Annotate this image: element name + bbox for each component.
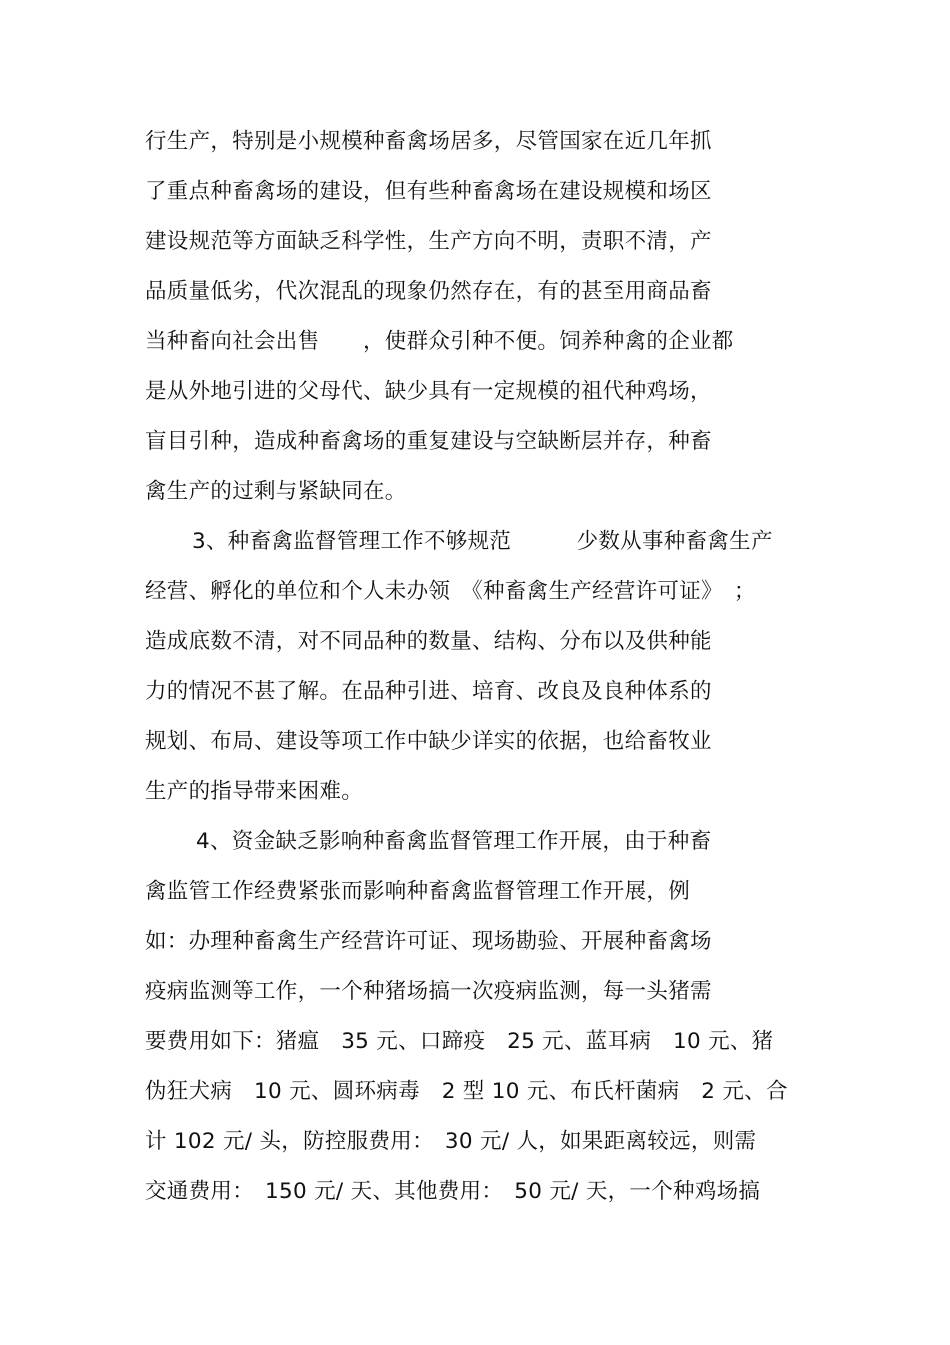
text-line: 盲目引种，造成种畜禽场的重复建设与空缺断层并存，种畜 <box>145 429 712 454</box>
text-line: 品质量低劣，代次混乱的现象仍然存在，有的甚至用商品畜 <box>145 279 712 304</box>
text-line: 交通费用： 150 元/ 天、其他费用： 50 元/ 天，一个种鸡场搞 <box>145 1179 761 1204</box>
text-line: 行生产，特别是小规模种畜禽场居多，尽管国家在近几年抓 <box>145 129 712 154</box>
text-line: 禽监管工作经费紧张而影响种畜禽监督管理工作开展，例 <box>145 879 691 904</box>
text-line: 疫病监测等工作，一个种猪场搞一次疫病监测，每一头猪需 <box>145 979 712 1004</box>
text-line: 了重点种畜禽场的建设，但有些种畜禽场在建设规模和场区 <box>145 179 712 204</box>
text-line: 造成底数不清，对不同品种的数量、结构、分布以及供种能 <box>145 629 712 654</box>
text-line: 建设规范等方面缺乏科学性，生产方向不明，责职不清，产 <box>145 229 712 254</box>
text-line: 当种畜向社会出售 ，使群众引种不便。饲养种禽的企业都 <box>145 329 734 354</box>
text-line: 是从外地引进的父母代、缺少具有一定规模的祖代种鸡场， <box>145 379 712 404</box>
text-line: 力的情况不甚了解。在品种引进、培育、改良及良种体系的 <box>145 679 712 704</box>
paragraph-heading: 3、种畜禽监督管理工作不够规范 少数从事种畜禽生产 <box>192 529 773 554</box>
text-line: 生产的指导带来困难。 <box>145 779 364 804</box>
text-line: 如：办理种畜禽生产经营许可证、现场勘验、开展种畜禽场 <box>145 929 712 954</box>
text-line: 禽生产的过剩与紧缺同在。 <box>145 479 407 504</box>
text-line: 规划、布局、建设等项工作中缺少详实的依据，也给畜牧业 <box>145 729 712 754</box>
text-line: 经营、孵化的单位和个人未办领 《种畜禽生产经营许可证》 ； <box>145 579 756 604</box>
text-line: 要费用如下：猪瘟 35 元、口蹄疫 25 元、蓝耳病 10 元、猪 <box>145 1029 774 1054</box>
text-line: 伪狂犬病 10 元、圆环病毒 2 型 10 元、布氏杆菌病 2 元、合 <box>145 1079 788 1104</box>
text-line: 计 102 元/ 头，防控服费用： 30 元/ 人，如果距离较远，则需 <box>145 1129 757 1154</box>
paragraph-heading: 4、资金缺乏影响种畜禽监督管理工作开展，由于种畜 <box>196 829 712 854</box>
